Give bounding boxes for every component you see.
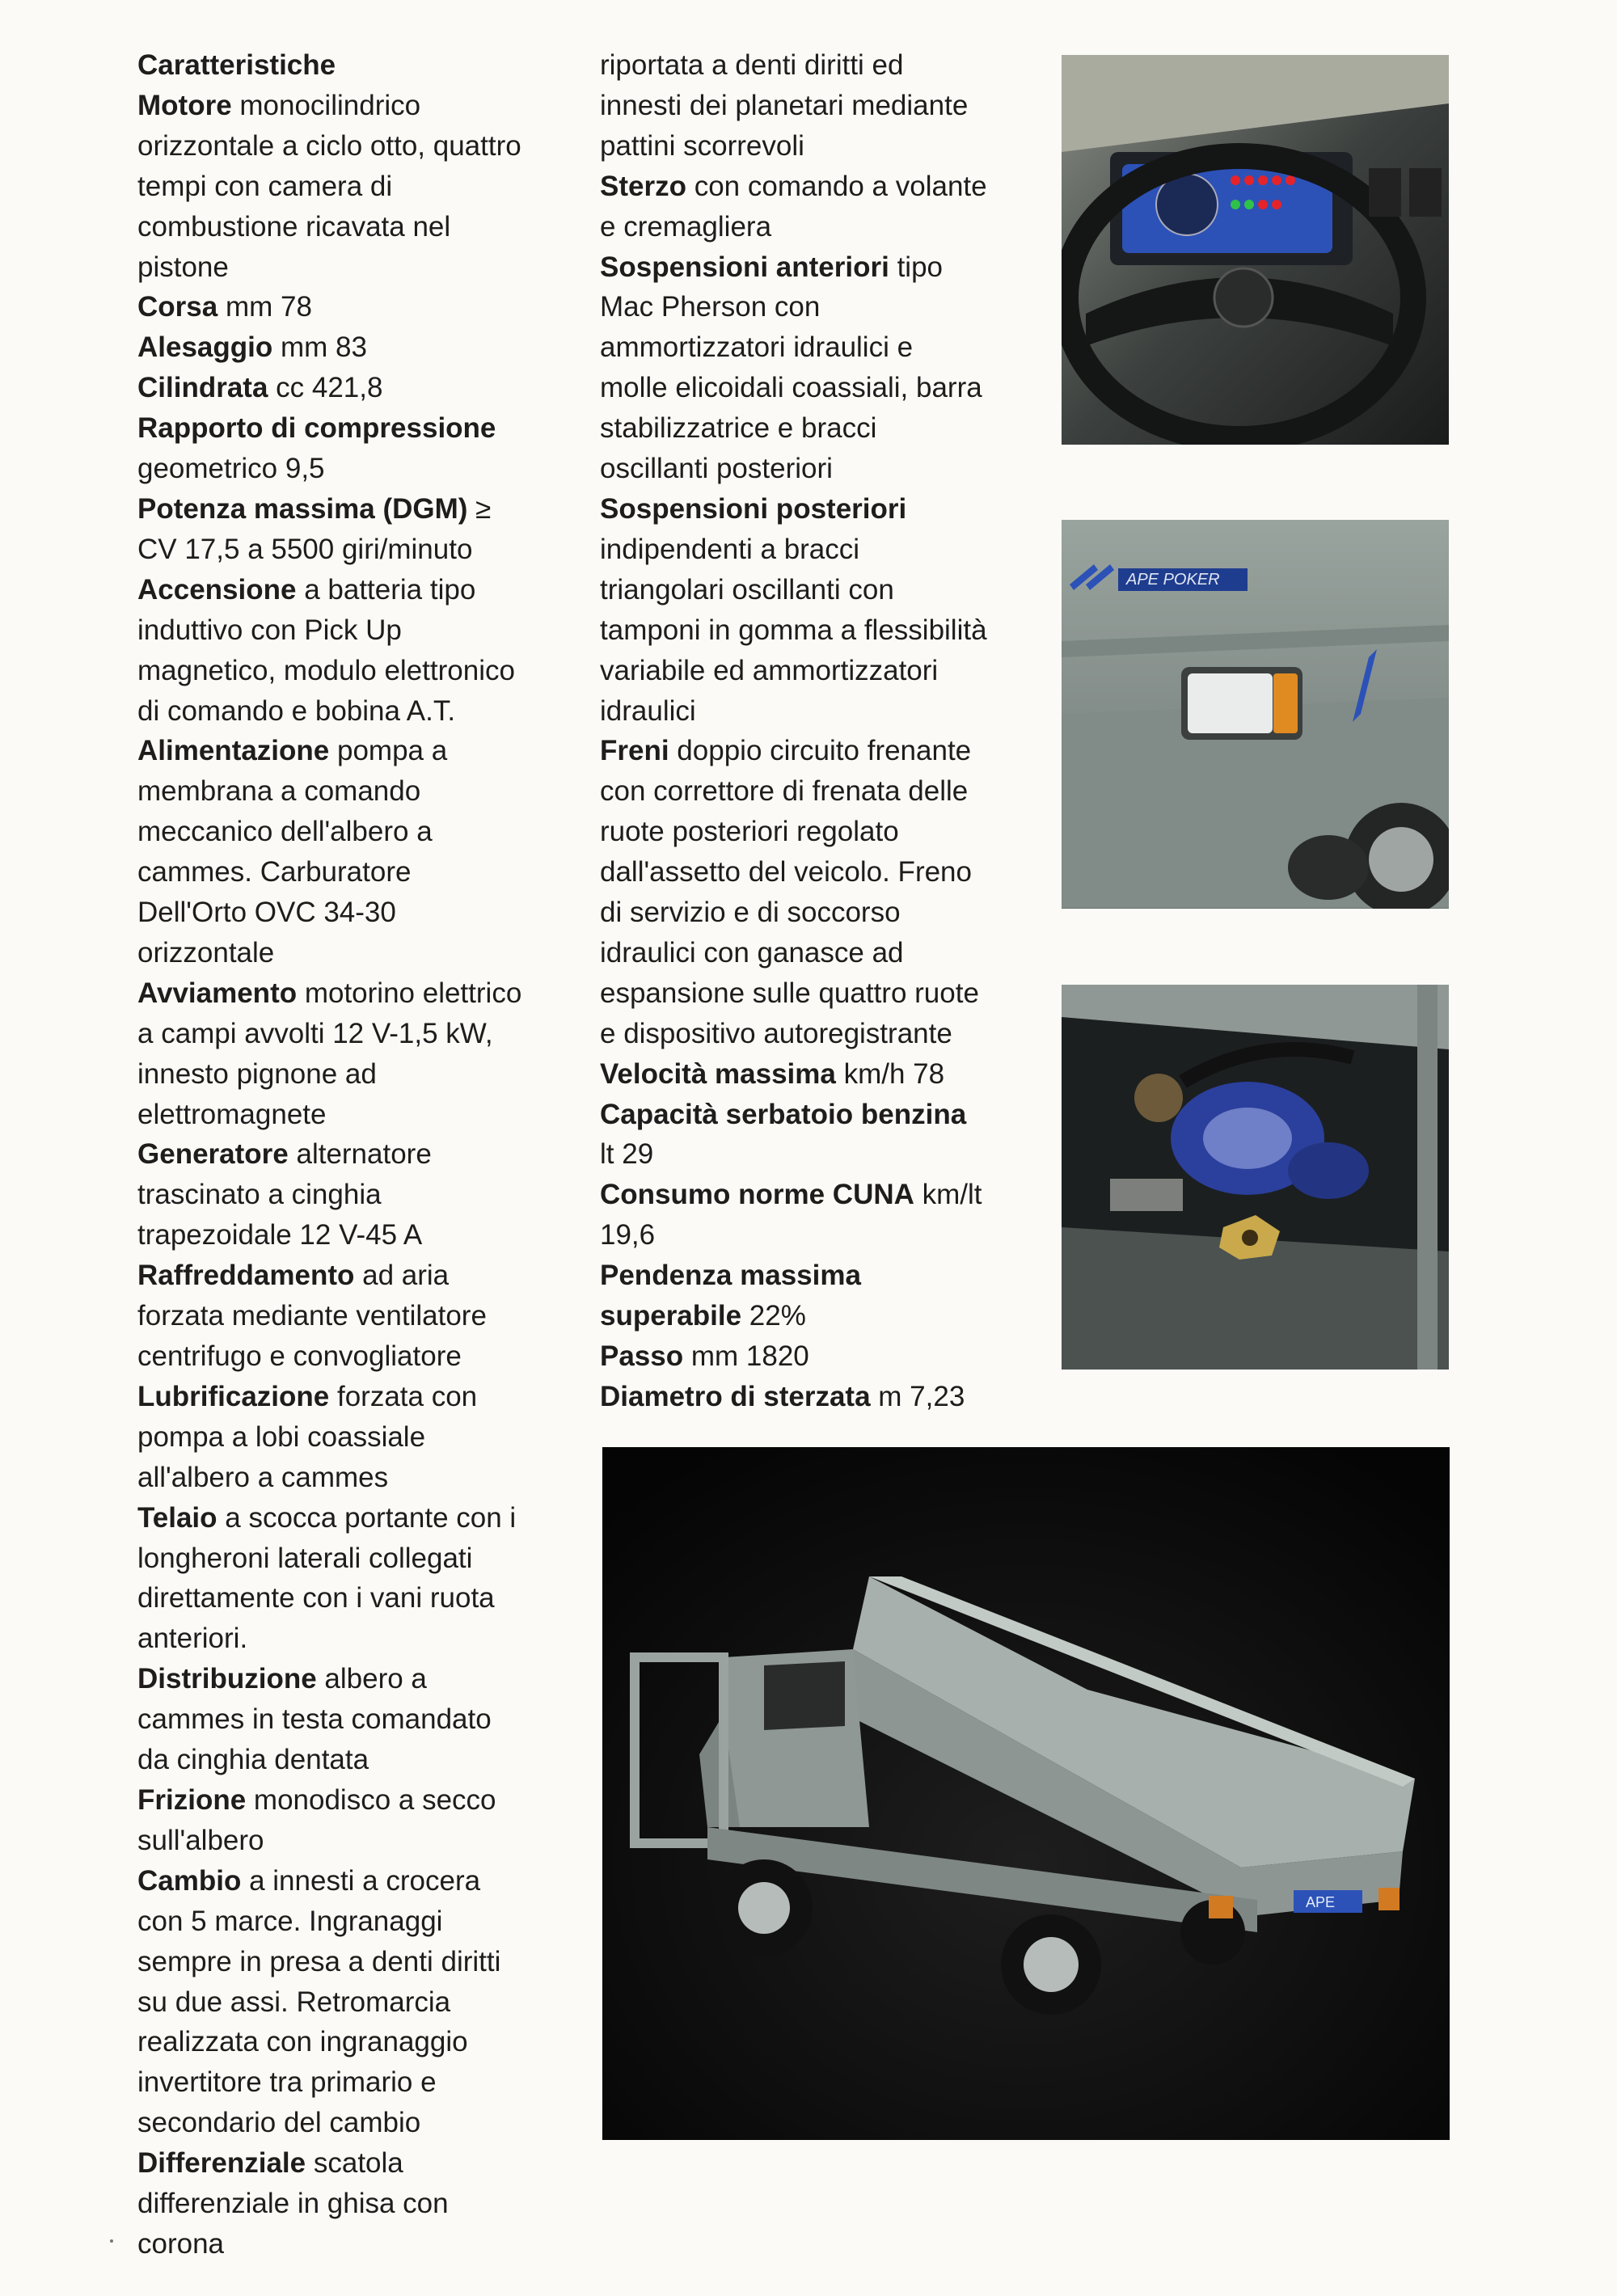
spec-label: Raffreddamento [137, 1260, 355, 1292]
spec-value: monocilindrico orizzontale a ciclo otto, quattro tempi con camera di combustione ricavata nel pistone [137, 89, 521, 283]
spec-entry [600, 167, 988, 247]
spec-entry [137, 570, 526, 732]
spec-value: forzata con pompa a lobi coassiale all'albero a cammes [137, 1380, 478, 1493]
spec-entry [137, 1780, 526, 1861]
spec-value: mm 78 [217, 291, 312, 323]
spec-label: Distribuzione [137, 1663, 317, 1695]
spec-label: Pendenza massima superabile [600, 1260, 861, 1332]
middle-spec-column [600, 45, 988, 1417]
spec-value: con comando a volante e cremagliera [600, 170, 987, 243]
spec-label: Sterzo [600, 170, 686, 202]
spec-value: km/lt 19,6 [600, 1179, 982, 1251]
spec-value: riportata a denti diritti ed innesti dei planetari mediante pattini scorrevoli [600, 49, 969, 162]
spec-value: doppio circuito frenante con correttore di frenata delle ruote posteriori regolato dall'assetto del veicolo. Freno di servizio e di soccorso idraulici con ganasce ad espansione sulle quattro ruote e dispositivo autoregistrante [600, 735, 979, 1049]
spec-label: Differenziale [137, 2147, 306, 2180]
spec-entry [600, 731, 988, 1053]
spec-entry [600, 1054, 988, 1095]
spec-value: geometrico 9,5 [137, 453, 325, 485]
spec-label: Frizione [137, 1783, 247, 1816]
spec-value: albero a cammes in testa comandato da cinghia dentata [137, 1663, 492, 1776]
spec-entry [137, 1861, 526, 2143]
spec-value: a scocca portante con i longheroni laterali collegati direttamente con i vani ruota anteriori. [137, 1501, 517, 1655]
front-badge-text: APE POKER [1126, 571, 1220, 589]
spec-value: km/h 78 [835, 1057, 945, 1090]
section-heading [137, 45, 526, 86]
spec-label: Generatore [137, 1138, 289, 1171]
spec-label: Motore [137, 89, 232, 121]
spec-label: Diametro di sterzata [600, 1380, 871, 1412]
spec-label: Sospensioni anteriori [600, 251, 889, 283]
spec-value: scatola differenziale in ghisa con corona [137, 2147, 449, 2260]
spec-value: mm 1820 [683, 1340, 809, 1372]
spec-label: Cilindrata [137, 372, 268, 404]
spec-entry [137, 973, 526, 1135]
spec-entry [600, 1336, 988, 1377]
spec-value: a innesti a crocera con 5 marce. Ingranaggi sempre in presa a denti diritti su due assi. Retromarcia realizzata con ingranaggio invertitore tra primario e secondario del cambio [137, 1864, 501, 2139]
dashboard-photo [1062, 55, 1449, 445]
vehicle-front-photo [1062, 520, 1449, 909]
spec-entry [137, 1134, 526, 1256]
spec-value: tipo Mac Pherson con ammortizzatori idraulici e molle elicoidali coassiali, barra stabilizzatrice e bracci oscillanti posteriori [600, 251, 982, 485]
engine-photo [1062, 985, 1449, 1370]
spec-label: Passo [600, 1340, 684, 1372]
spec-label: Velocità massima [600, 1057, 836, 1090]
spec-value: indipendenti a bracci triangolari oscillanti con tamponi in gomma a flessibilità variabile ed ammortizzatori idraulici [600, 533, 987, 727]
spec-entry [137, 731, 526, 973]
spec-entry [137, 408, 526, 489]
spec-entry [137, 1256, 526, 1377]
spec-label: Alesaggio [137, 331, 273, 364]
spec-entry [600, 1377, 988, 1417]
spec-label: Telaio [137, 1501, 217, 1534]
spec-value: m 7,23 [870, 1380, 965, 1412]
spec-entry [137, 368, 526, 408]
spec-entry [600, 489, 988, 731]
spec-value: a batteria tipo induttivo con Pick Up magnetico, modulo elettronico di comando e bobina A.T. [137, 573, 515, 727]
spec-label: Potenza massima (DGM) [137, 492, 468, 525]
spec-entry [137, 2143, 526, 2264]
spec-label: Corsa [137, 291, 218, 323]
spec-label: Lubrificazione [137, 1380, 330, 1412]
spec-entry [137, 1377, 526, 1498]
spec-value: alternatore trascinato a cinghia trapezoidale 12 V-45 A [137, 1138, 432, 1251]
spec-entry [600, 1256, 988, 1336]
spec-value: mm 83 [272, 331, 367, 364]
spec-value: monodisco a secco sull'albero [137, 1783, 496, 1856]
spec-entry [137, 1498, 526, 1660]
spec-entry [600, 247, 988, 489]
spec-entry [137, 86, 526, 288]
spec-value: motorino elettrico a campi avvolti 12 V-1,5 kW, innesto pignone ad elettromagnete [137, 977, 522, 1130]
spec-label: Consumo norme CUNA [600, 1179, 914, 1211]
spec-value: pompa a membrana a comando meccanico dell'albero a cammes. Carburatore Dell'Orto OVC 34-30 orizzontale [137, 735, 448, 969]
left-spec-column [137, 45, 526, 2264]
spec-entry [137, 287, 526, 327]
heading-text: Caratteristiche [137, 49, 336, 81]
truck-badge-text: APE [1306, 1894, 1336, 1910]
spec-value: lt 29 [600, 1138, 654, 1171]
spec-value: cc 421,8 [268, 372, 383, 404]
spec-label: Freni [600, 735, 669, 767]
spec-label: Capacità serbatoio benzina [600, 1098, 967, 1130]
print-speck [110, 2239, 113, 2243]
spec-entry [600, 45, 988, 167]
spec-entry [600, 1095, 988, 1175]
spec-value: ad aria forzata mediante ventilatore centrifugo e convogliatore [137, 1260, 487, 1372]
spec-entry [137, 489, 526, 570]
spec-value: 22% [741, 1300, 806, 1332]
spec-label: Avviamento [137, 977, 298, 1009]
spec-label: Alimentazione [137, 735, 330, 767]
spec-label: Accensione [137, 573, 297, 606]
spec-entry [137, 327, 526, 368]
spec-label: Cambio [137, 1864, 242, 1897]
spec-entry [600, 1175, 988, 1256]
spec-label: Rapporto di compressione [137, 412, 496, 445]
spec-label: Sospensioni posteriori [600, 492, 907, 525]
tipper-truck-photo [602, 1447, 1450, 2140]
spec-entry [137, 1659, 526, 1780]
spec-value: ≥ CV 17,5 a 5500 giri/minuto [137, 492, 492, 565]
